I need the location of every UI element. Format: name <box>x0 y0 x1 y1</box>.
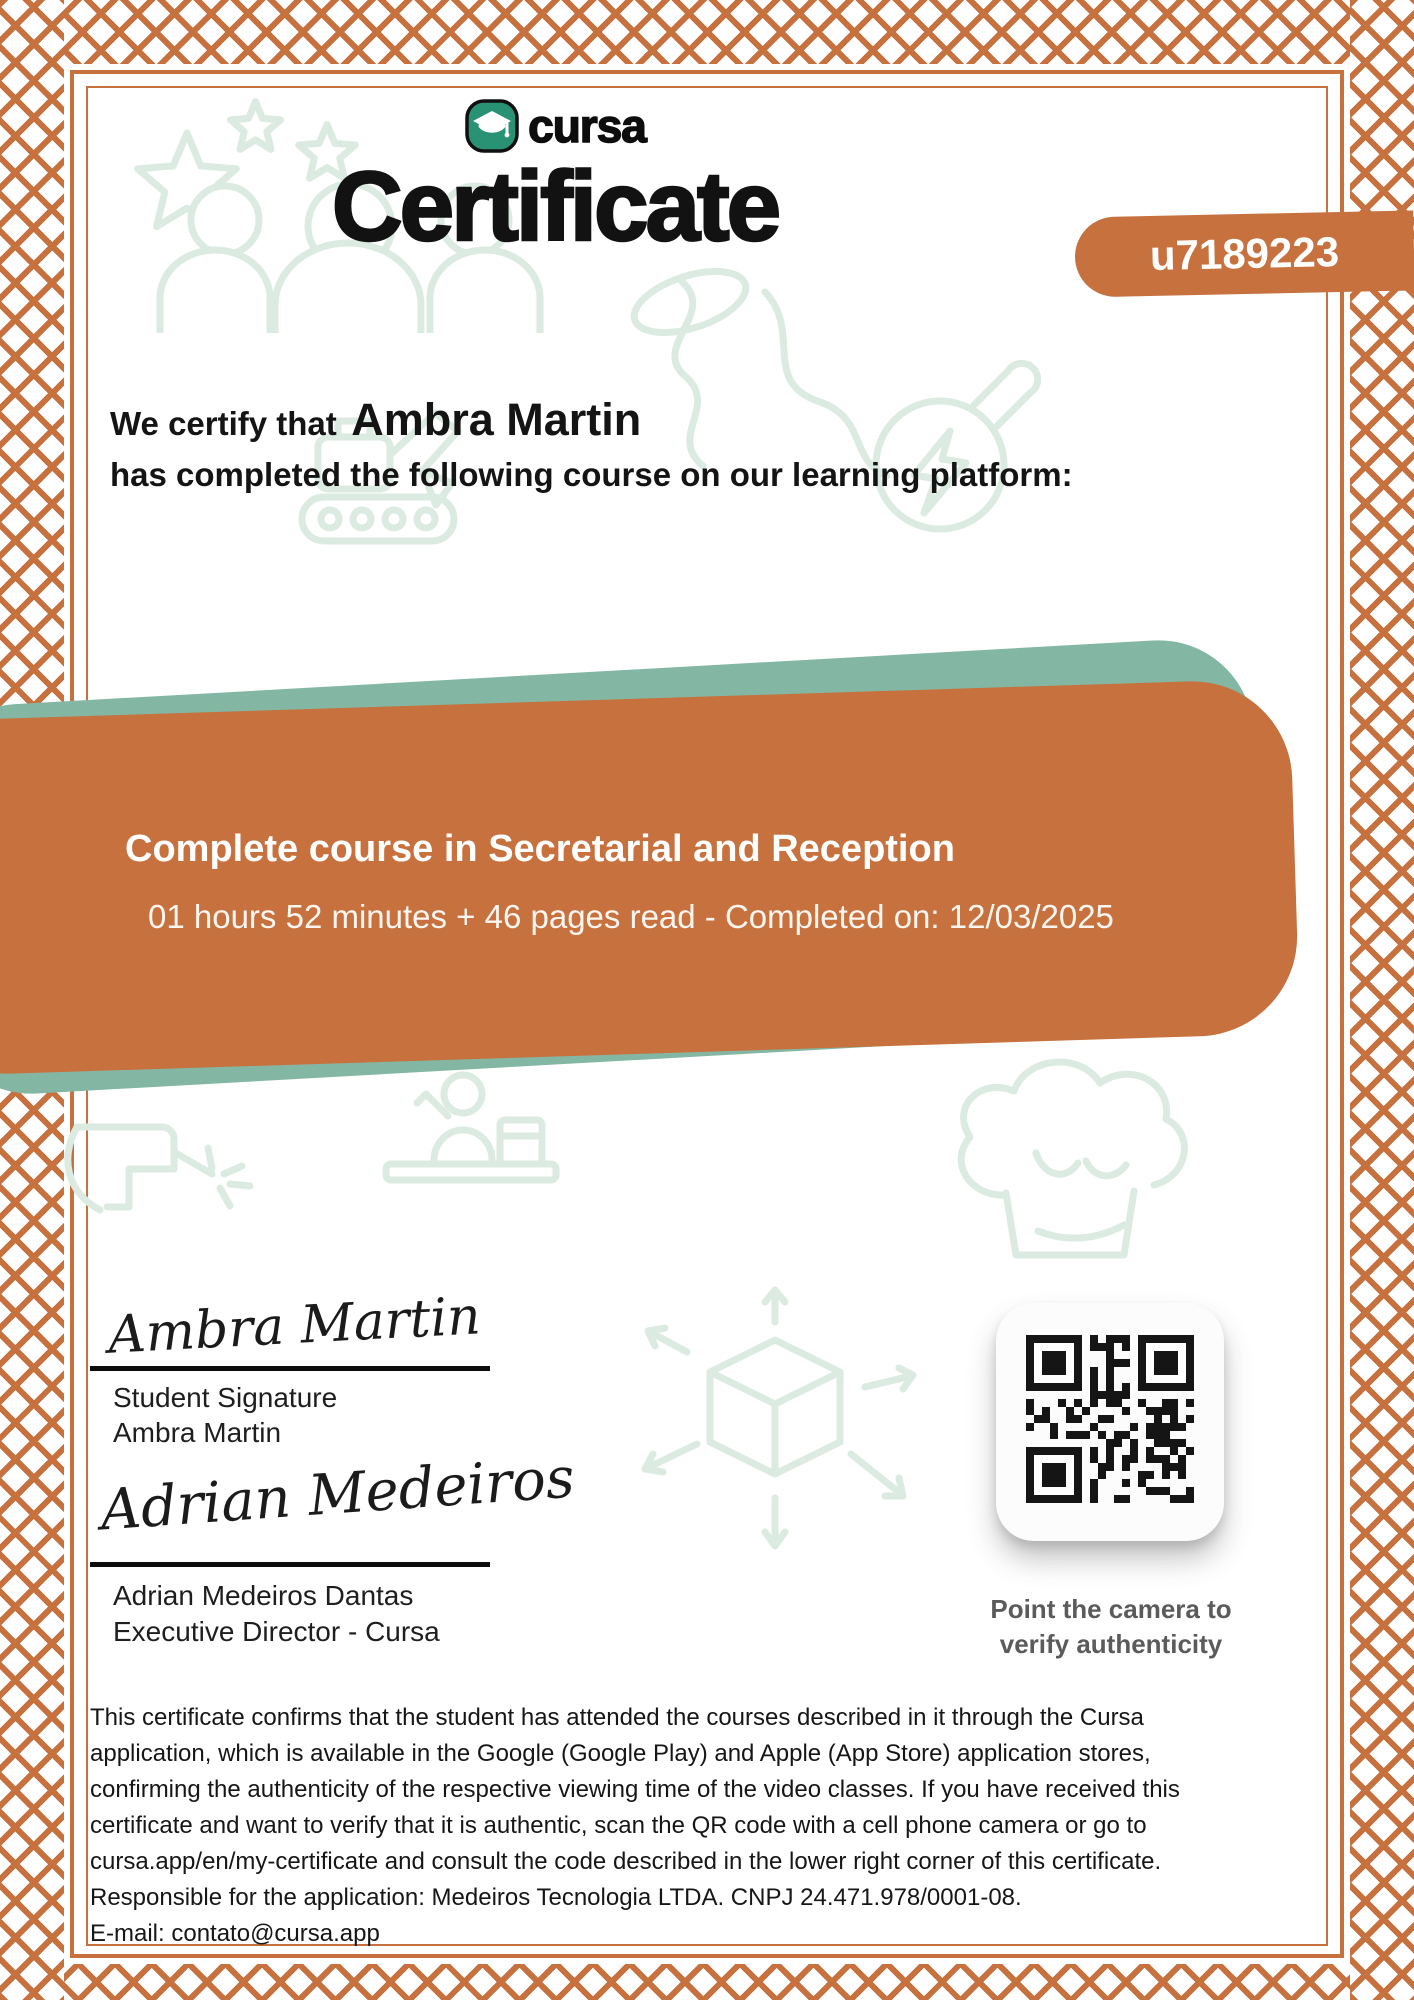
footer-line: certificate and want to verify that it is authentic, scan the QR code with a cell phone camera or go to <box>90 1812 1147 1839</box>
qr-code-icon <box>1026 1335 1194 1503</box>
director-signature-line <box>90 1562 490 1567</box>
certify-block <box>110 394 1290 494</box>
certificate-code-badge <box>1074 210 1414 297</box>
border-pattern-bottom <box>0 1964 1414 2000</box>
cashier-watermark-icon <box>368 1058 573 1228</box>
package-dispatch-watermark-icon <box>615 1282 935 1582</box>
border-pattern-right <box>1350 0 1414 2000</box>
director-role: Executive Director - Cursa <box>113 1616 440 1647</box>
certify-line1 <box>110 394 1290 446</box>
qr-caption <box>946 1592 1276 1662</box>
qr-caption-line1: Point the camera to <box>990 1594 1232 1624</box>
student-signature-role: Student Signature <box>113 1382 338 1413</box>
student-signature-script: Ambra Martin <box>106 1286 482 1366</box>
chef-hat-watermark-icon <box>918 1035 1218 1295</box>
student-signature-name: Ambra Martin <box>113 1417 282 1448</box>
course-banner <box>0 678 1300 1076</box>
course-details: 01 hours 52 minutes + 46 pages read - Completed on: 12/03/2025 <box>148 898 1114 935</box>
cursa-logo-icon <box>464 98 520 154</box>
director-name: Adrian Medeiros Dantas <box>113 1580 414 1611</box>
certify-prefix: We certify that <box>110 405 337 442</box>
director-signature-script: Adrian Medeiros <box>98 1445 577 1544</box>
certificate-code: u7189223 <box>1149 228 1340 279</box>
welding-torch-watermark-icon <box>52 1072 262 1242</box>
border-pattern-top <box>0 0 1414 64</box>
footer-line: This certificate confirms that the student has attended the courses described in it through the Cursa <box>90 1704 1144 1731</box>
qr-caption-line2: verify authenticity <box>999 1629 1223 1660</box>
certificate-title: Certificate <box>331 151 779 261</box>
footer-line: cursa.app/en/my-certificate and consult the code described in the lower right corner of this certificate. <box>90 1848 1162 1875</box>
footer-disclaimer <box>90 1700 1340 1952</box>
footer-line: Responsible for the application: Medeiros Tecnologia LTDA. CNPJ 24.471.978/0001-08. <box>90 1884 1022 1911</box>
qr-card <box>996 1303 1224 1541</box>
footer-line: confirming the authenticity of the respective viewing time of the video classes. If you have received this <box>90 1776 1180 1803</box>
student-signature-line <box>90 1366 490 1371</box>
certify-line2: has completed the following course on our learning platform: <box>110 456 1073 493</box>
brand-name: cursa <box>528 100 646 152</box>
course-title: Complete course in Secretarial and Reception <box>125 828 955 870</box>
footer-line: application, which is available in the Google (Google Play) and Apple (App Store) application stores, <box>90 1740 1151 1767</box>
student-name: Ambra Martin <box>351 394 642 445</box>
footer-line: E-mail: contato@cursa.app <box>90 1920 380 1947</box>
